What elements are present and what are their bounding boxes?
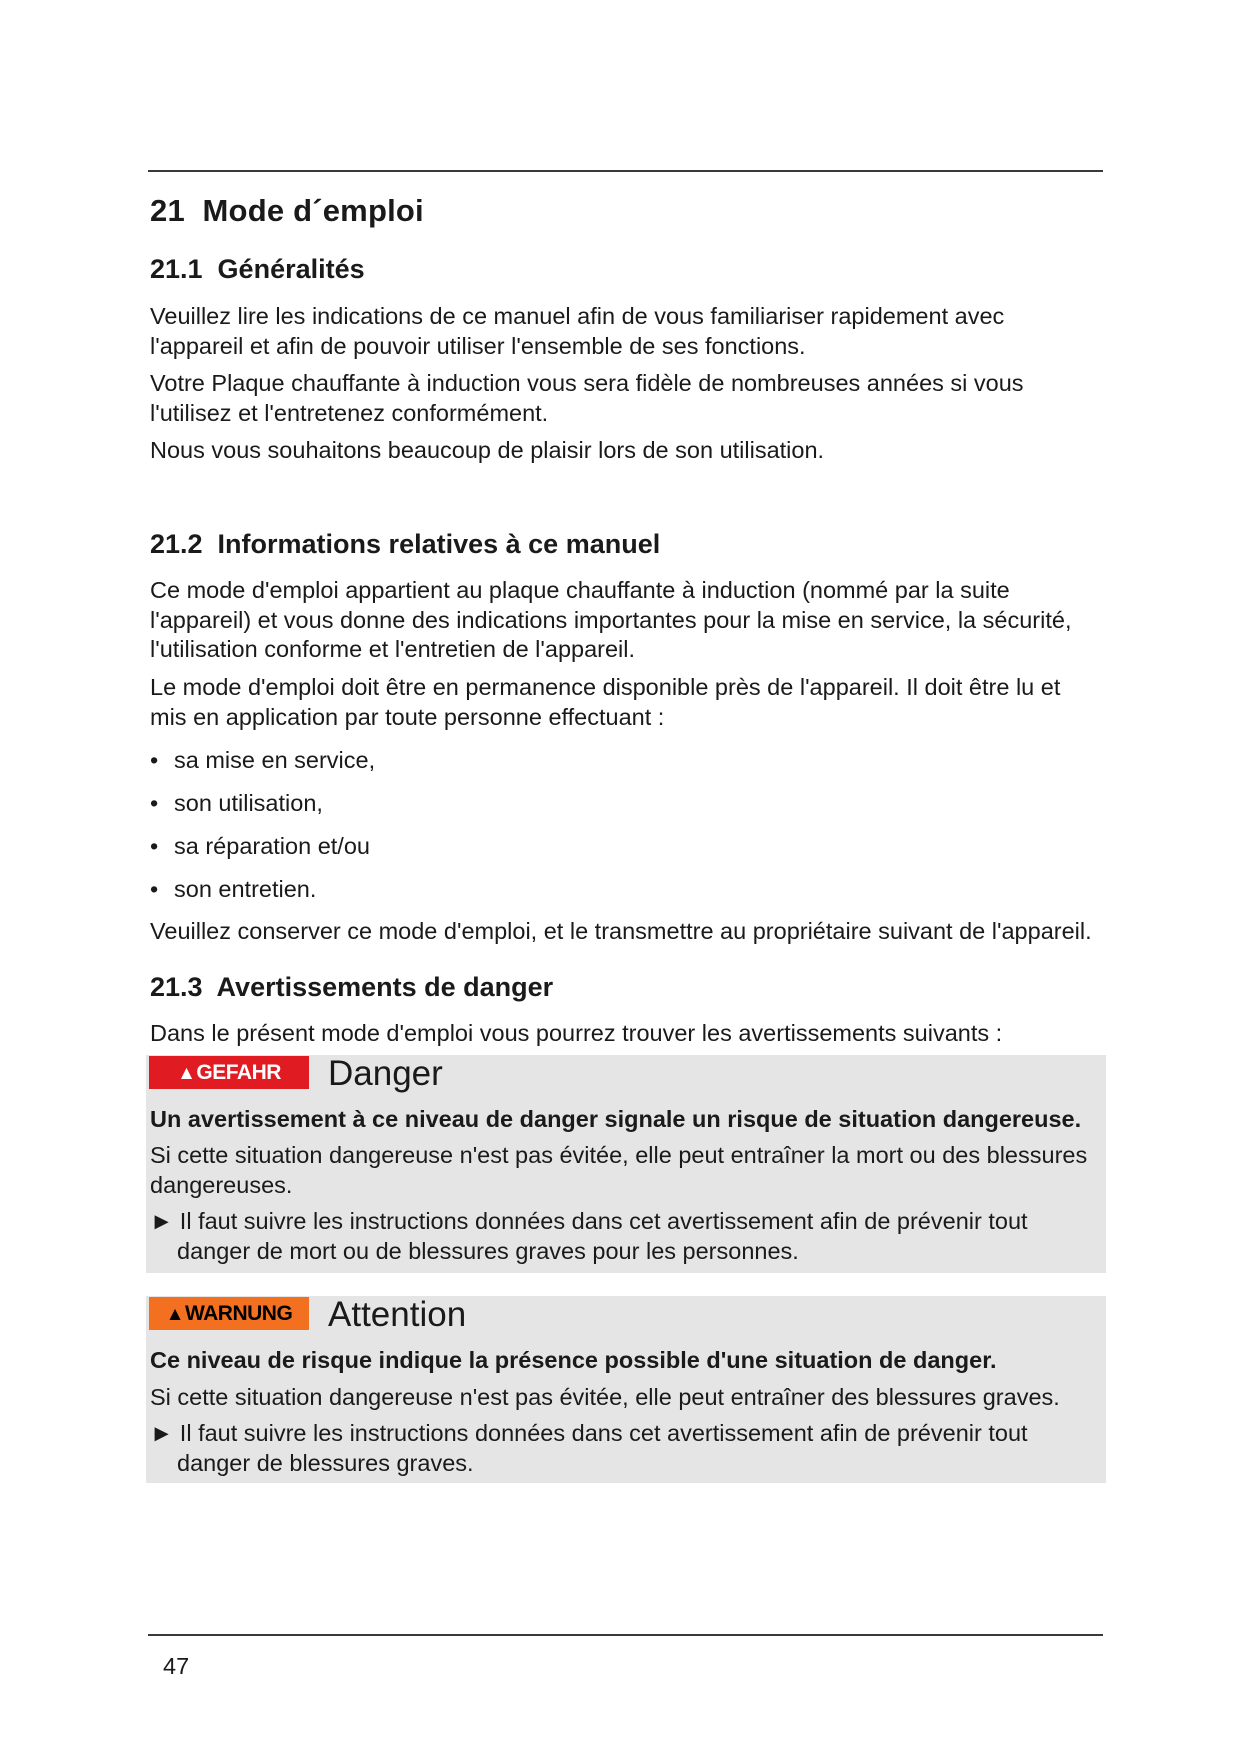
warning-badge: ▲WARNUNG	[149, 1297, 309, 1330]
heading-21-3: 21.3 Avertissements de danger	[150, 972, 554, 1002]
section-title	[150, 193, 424, 229]
header-rule	[148, 170, 1103, 172]
warning-title: Attention	[328, 1295, 467, 1334]
paragraph: Votre Plaque chauffante à induction vous sera fidèle de nombreuses années si vous l'utilisez et l'entretenez conformément.	[150, 370, 1024, 426]
danger-badge: ▲GEFAHR	[149, 1056, 309, 1089]
warning-triangle-icon: ▲	[165, 1304, 184, 1325]
paragraph: Dans le présent mode d'emploi vous pourrez trouver les avertissements suivants :	[150, 1020, 1003, 1046]
paragraph: Ce mode d'emploi appartient au plaque chauffante à induction (nommé par la suite l'appareil) et vous donne des indications importantes pour la mise en service, la sécurité, l'utilisation conforme et l'entretien de l'appareil.	[150, 577, 1072, 662]
paragraph: Veuillez lire les indications de ce manuel afin de vous familiariser rapidement avec l'appareil et afin de pouvoir utiliser l'ensemble de ses fonctions.	[150, 303, 1005, 359]
section-number: 21	[150, 193, 185, 228]
warning-text: Si cette situation dangereuse n'est pas évitée, elle peut entraîner des blessures graves.	[150, 1384, 1060, 1410]
section-title-text: Mode d´emploi	[202, 193, 424, 228]
warning-triangle-icon: ▲	[177, 1063, 196, 1084]
bullet-icon: •	[150, 747, 159, 773]
warning-box	[146, 1296, 1106, 1483]
paragraph: Nous vous souhaitons beaucoup de plaisir lors de son utilisation.	[150, 437, 825, 463]
page-number: 47	[163, 1653, 190, 1679]
bullet-icon: •	[150, 876, 159, 902]
bullet-icon: •	[150, 790, 159, 816]
list-item: • sa mise en service,	[150, 746, 375, 776]
danger-box	[146, 1055, 1106, 1273]
heading-21-1: 21.1 Généralités	[150, 254, 365, 284]
paragraph: Veuillez conserver ce mode d'emploi, et le transmettre au propriétaire suivant de l'appareil.	[150, 918, 1092, 944]
list-item: • sa réparation et/ou	[150, 832, 370, 862]
list-item: • son entretien.	[150, 875, 316, 905]
danger-title: Danger	[328, 1054, 443, 1093]
list-item: • son utilisation,	[150, 789, 323, 819]
danger-statement: Un avertissement à ce niveau de danger signale un risque de situation dangereuse.	[150, 1106, 1082, 1132]
danger-text: Si cette situation dangereuse n'est pas évitée, elle peut entraîner la mort ou des blessures dangereuses.	[150, 1142, 1088, 1198]
heading-21-2: 21.2 Informations relatives à ce manuel	[150, 529, 661, 559]
footer-rule	[148, 1634, 1103, 1636]
bullet-icon: •	[150, 833, 159, 859]
danger-instruction: ► Il faut suivre les instructions données dans cet avertissement afin de prévenir tout danger de mort ou de blessures graves pour les personnes.	[150, 1208, 1028, 1264]
warning-instruction: ► Il faut suivre les instructions données dans cet avertissement afin de prévenir tout danger de blessures graves.	[150, 1420, 1028, 1476]
paragraph: Le mode d'emploi doit être en permanence disponible près de l'appareil. Il doit être lu et mis en application par toute personne effectuant :	[150, 674, 1061, 730]
warning-statement: Ce niveau de risque indique la présence possible d'une situation de danger.	[150, 1347, 997, 1373]
